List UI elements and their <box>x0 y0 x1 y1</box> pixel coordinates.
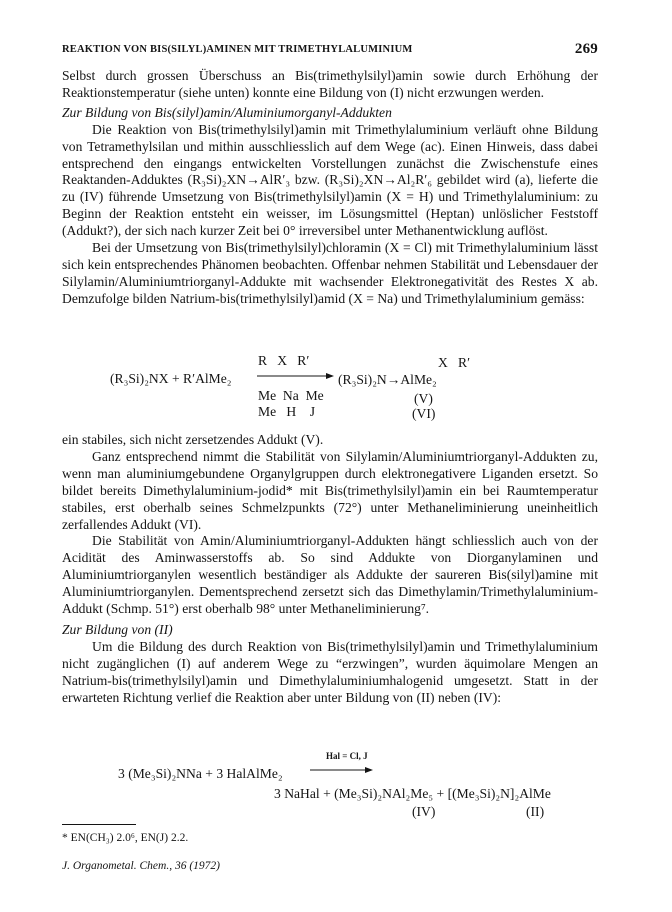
eq2-left: 3 (Me₃Si)₂NNa + 3 HalAlMe₂ <box>118 766 283 781</box>
eq2-label-IV: (IV) <box>412 804 436 819</box>
section-heading-adducts: Zur Bildung von Bis(silyl)amin/Aluminiumorganyl-Addukten <box>62 104 392 120</box>
header-title: REAKTION VON BIS(SILYL)AMINEN MIT TRIMETHYLALUMINIUM <box>62 44 413 55</box>
eq2-right: 3 NaHal + (Me₃Si)₂NAl₂Me₅ + [(Me₃Si)₂N]₂AlMe <box>274 786 551 801</box>
paragraph-after-eq1: ein stabiles, sich nicht zersetzendes Addukt (V). <box>62 432 324 447</box>
eq1-over-arrow: R X R′ <box>258 353 310 368</box>
paragraph-stability-2: Die Stabilität von Amin/Aluminiumtriorganyl-Addukten hängt schliesslich auch von der Acidität des Aminwasserstoffs ab. So sind Addukte von Diorganylaminen und Aluminiumtriorganylen wesentlich beständiger als Addukte der saureren Bis(silyl)amine mit Aluminiumtriorganylen. Dementsprechend zersetzt sich das Dimethylamin/Trimethylaluminium-Addukt (Schmp. 51°) erst oberhalb 98° unter Methaneliminierung⁷. <box>62 533 598 617</box>
section-heading-II: Zur Bildung von (II) <box>62 621 173 637</box>
paragraph-II: Um die Bildung des durch Reaktion von Bis(trimethylsilyl)amin und Trimethylaluminium nicht zugänglichen (I) auf anderem Wege zu “erzwingen”, wurden äquimolare Mengen an Natrium-bis(trimethylsilyl)amin und Dimethylaluminiumhalogenid umgesetzt. Statt in der erwarteten Richtung verlief die Reaktion aber unter Bildung von (II) neben (IV): <box>62 638 598 705</box>
eq2-over-arrow: Hal = Cl, J <box>326 751 368 761</box>
intro-paragraph: Selbst durch grossen Überschuss an Bis(trimethylsilyl)amin sowie durch Erhöhung der Reaktionstemperatur (siehe unten) konnte eine Bildung von (I) nicht erzwungen werden. <box>62 68 598 100</box>
page-number: 269 <box>574 41 598 57</box>
eq2-label-II: (II) <box>526 804 545 819</box>
paragraph-stability-1: Ganz entsprechend nimmt die Stabilität von Silylamin/Aluminiumtriorganyl-Addukten zu, wenn man aluminiumgebundene Organylgruppen durch elektronegativere Liganden ersetzt. So bildet bereits Dimethylaluminium-jodid* mit Bis(trimethylsilyl)amin ein bei Raumtemperatur stabiles, erst oberhalb seines Schmelzpunkts (72°) unter Methaneliminierung uneinheitlich zerfallendes Addukt (VI). <box>62 448 598 532</box>
eq1-left: (R₃Si)₂NX + R′AlMe₂ <box>110 371 232 386</box>
eq1-row-2: Me H J <box>258 404 316 419</box>
footnote: * EN(CH₃) 2.0⁶, EN(J) 2.2. <box>62 832 189 844</box>
running-header <box>62 41 598 57</box>
eq1-arrow <box>255 371 335 381</box>
journal-source: J. Organometal. Chem., 36 (1972) <box>62 860 220 872</box>
text-block-top <box>62 68 598 308</box>
paragraph-adducts-2: Bei der Umsetzung von Bis(trimethylsilyl)chloramin (X = Cl) mit Trimethylaluminium lässt sich kein entsprechendes Phänomen beobachten. Offenbar nehmen Stabilität und Lebensdauer der Silylamin/Aluminiumtriorganyl-Addukte mit wachsender Elektronegativität des Restes X ab. Demzufolge bilden Natrium-bis(trimethylsilyl)amid (X = Na) und Trimethylaluminium gemäss: <box>62 240 598 306</box>
eq1-row-1: Me Na Me <box>258 388 324 403</box>
footnote-rule <box>62 824 136 825</box>
eq1-label-VI: (VI) <box>412 406 436 421</box>
text-block-middle <box>62 432 598 707</box>
paragraph-adducts-1: Die Reaktion von Bis(trimethylsilyl)amin mit Trimethylaluminium verläuft ohne Bildung von Tetramethylsilan und mithin ausschliesslich auf dem Wege (ac). Einen Hinweis, dass dabei entsprechend den eingangs entwickelten Vorstellungen zunächst die Zwischenstufe eines Reaktanden-Adduktes (R₃Si)₂XN→AlR′₃ bzw. (R₃Si)₂XN→Al₂R′₆ gebildet wird (a), lieferte die zu (IV) führende Umsetzung von Bis(trimethylsilyl)amin (X = H) und Trimethylaluminium: zu Beginn der Reaktion entsteht ein weisser, im Lösungsmittel (Heptan) unlöslicher Feststoff (Addukt?), der sich nach kurzer Zeit bei 0° irreversibel unter Methanentwicklung auflöst. <box>62 121 598 239</box>
eq1-right: (R₃Si)₂N→AlMe₂ <box>338 372 437 387</box>
eq2-arrow <box>308 765 374 775</box>
eq1-right-top: X R′ <box>438 355 471 370</box>
eq1-label-V: (V) <box>414 391 433 406</box>
